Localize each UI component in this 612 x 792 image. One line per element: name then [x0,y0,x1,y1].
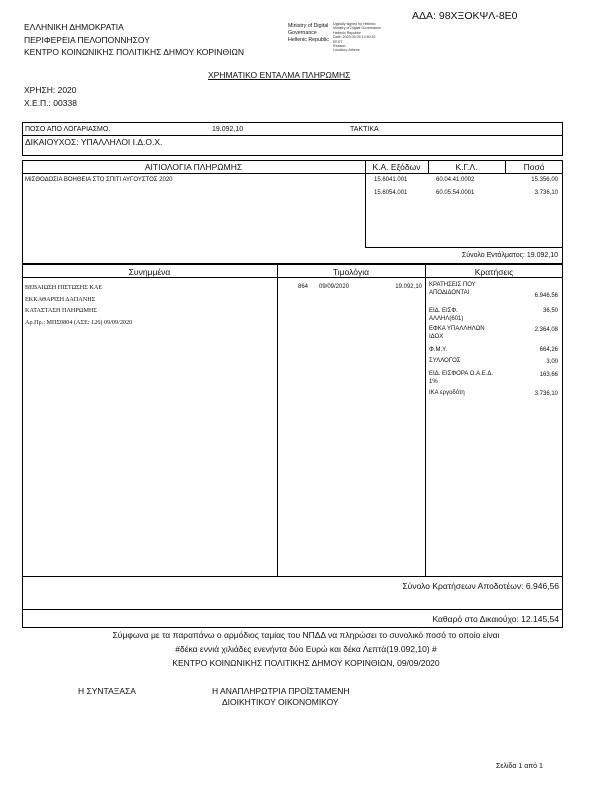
deduction-label [429,370,493,386]
deduction-label [429,281,476,297]
header-kgl: Κ.Γ.Λ. [455,162,478,172]
ada-code: ΑΔΑ: 98ΧΞΟΚΨΛ-8Ε0 [412,10,518,22]
deduction-label-line: ΕΙΔ. ΕΙΣΦ. [429,308,458,314]
fiscal-year: ΧΡΗΣΗ: 2020 [24,85,77,95]
footer-place-date: ΚΕΝΤΡΟ ΚΟΙΝΩΝΙΚΗΣ ΠΟΛΙΤΙΚΗΣ ΔΗΜΟΥ ΚΟΡΙΝΘΙΩΝ, 09/09/2020 [172,658,440,668]
lower-body-divider [22,576,563,577]
total-deductions: Σύνολο Κρατήσεων Αποδοτέων: 6.946,56 [402,581,559,591]
payment-table [22,160,563,264]
header-line-1: ΕΛΛΗΝΙΚΗ ΔΗΜΟΚΡΑΤΙΑ [24,22,124,32]
deduction-label-line: ΑΠΟΔΙΔΟΝΤΑΙ [429,290,470,296]
page-number: Σελίδα 1 από 1 [496,763,543,770]
deduction-label-line: ΙΔΟΧ [429,334,444,340]
attachment-item: ΚΑΤΑΣΤΑΣΗ ΠΛΗΡΩΜΗΣ [25,307,98,314]
seal-detail-line: Date: 2020.09.09 14:50:52 [333,35,376,40]
footer-amount-words: #δέκα εννιά χιλιάδες ενενήντα δύο Ευρώ και δέκα Λεπτά(19.092,10) # [175,644,437,654]
seal-title-line: Hellenic Republic [288,37,329,43]
ka-code: 15.6054.001 [374,190,408,196]
attachment-item: Αρ.Πρ.: ΜΠΣ0804 (ΑΣΕ: 126) 09/09/2020 [25,318,133,326]
deduction-label: ΣΥΛΛΟΓΟΣ [429,358,461,364]
payment-total: Σύνολο Εντάλματος: 19.092,10 [461,252,558,259]
invoice-date: 09/09/2020 [319,284,350,290]
row-amount: 3.736,10 [534,190,558,196]
seal-detail-line: Reason: [333,44,347,49]
document-title: ΧΡΗΜΑΤΙΚΟ ΕΝΤΑΛΜΑ ΠΛΗΡΩΜΗΣ [208,70,351,80]
amount-label: ΠΟΣΟ ΑΠΟ ΛΟΓΑΡΙΑΣΜΟ. [25,126,111,133]
deduction-amount: 2.364,08 [534,327,558,333]
payment-type: ΤΑΚΤΙΚΑ [350,126,379,133]
deduction-label-line: ΕΦΚΑ ΥΠΑΛΛΗΛΩΝ [429,326,485,332]
summary-divider [22,135,563,136]
deduction-amount: 163,66 [539,372,558,378]
col-divider [277,264,278,576]
seal-detail-line: Hellenic Republic [333,30,361,35]
row-amount: 15.356,00 [531,177,558,183]
kep-number: Χ.Ε.Π.: 00338 [24,98,77,108]
kgl-code: 60.05.54.0001 [436,190,475,196]
net-divider [22,609,563,610]
header-ka: Κ.Α. Εξόδων [372,162,421,172]
header-attachments: Συνημμένα [128,267,171,277]
deduction-label: ΙΚΑ εργοδότη [429,390,465,396]
ka-code: 15.6041.001 [374,177,408,183]
deduction-amount: 36,50 [542,308,558,314]
deduction-label-line: ΕΙΔ. ΕΙΣΦΟΡΑ Ο.Α.Ε.Δ. [429,371,494,377]
seal-title-line: Governance [288,30,317,36]
col-divider [425,264,426,576]
deduction-label [429,307,463,323]
deduction-label-line: ΑΛΛΗΛ(601) [429,316,464,322]
signature-composer: Η ΣΥΝΤΑΞΑΣΑ [78,686,136,696]
amount-value: 19.092,10 [212,126,244,133]
header-reason: ΑΙΤΙΟΛΟΓΙΑ ΠΛΗΡΩΜΗΣ [144,162,243,172]
payment-header-divider [22,173,563,174]
col-divider [365,160,366,247]
signature-head-dept: ΔΙΟΙΚΗΤΙΚΟΥ ΟΙΚΟΝΟΜΙΚΟΥ [222,697,339,707]
lower-header-divider [22,277,563,278]
header-deductions: Κρατήσεις [474,267,514,277]
header-line-2: ΠΕΡΙΦΕΡΕΙΑ ΠΕΛΟΠΟΝΝΗΣΟΥ [24,35,150,45]
deduction-amount: 3.736,10 [534,391,558,397]
deduction-amount: 3,00 [546,359,558,365]
deduction-amount: 664,26 [539,347,558,353]
beneficiary: ΔΙΚΑΙΟΥΧΟΣ: ΥΠΑΛΛΗΛΟΙ Ι.Δ.Ο.Χ. [25,137,163,147]
attachment-item: ΒΕΒΑΙΩΣΗ ΠΙΣΤΩΣΗΣ ΚΑΕ [25,284,103,291]
header-amount: Ποσό [523,162,545,172]
attachments-list [25,282,132,328]
invoice-number: 864 [298,284,309,290]
seal-details [333,22,405,53]
deduction-amount: 6.946,56 [534,293,558,299]
kgl-code: 60.04.41.0002 [436,177,475,183]
footer-text-1: Σύμφωνα με τα παραπάνω ο αρμόδιος ταμίας του ΝΠΔΔ να πληρώσει το συνολικό ποσό το οποίο είναι [112,630,500,640]
invoice-amount: 19.092,10 [395,284,422,290]
deduction-label: Φ.Μ.Υ. [429,347,448,353]
seal-detail-line: EEST [333,39,343,44]
seal-detail-line: Digitally signed by Hellenic [333,22,376,26]
deduction-label [429,325,485,341]
attachment-item: ΕΚΚΑΘΑΡΙΣΗ ΔΑΠΑΝΗΣ [25,295,96,303]
deduction-label-line: 1% [429,379,438,385]
seal-detail-line: Ministry of Digital Governance [333,26,381,31]
header-line-3: ΚΕΝΤΡΟ ΚΟΙΝΩΝΙΚΗΣ ΠΟΛΙΤΙΚΗΣ ΔΗΜΟΥ ΚΟΡΙΝΘΙΩΝ [24,47,245,57]
header-invoices: Τιμολόγια [332,267,370,277]
payment-reason: ΜΙΣΘΟΔΟΣΙΑ ΒΟΗΘΕΙΑ ΣΤΟ ΣΠΙΤΙ ΑΥΓΟΥΣΤΟΣ 2020 [25,177,173,183]
signature-head-title: Η ΑΝΑΠΛΗΡΩΤΡΙΑ ΠΡΟΪΣΤΑΜΕΝΗ [212,686,350,696]
seal-detail-line: Location: Athens [333,48,360,53]
seal-title-line: Ministry of Digital [288,23,329,29]
deduction-label-line: ΚΡΑΤΗΣΕΙΣ ΠΟΥ [429,282,476,288]
net-amount: Καθαρό στο Δικαιούχο: 12.145,54 [432,614,559,624]
seal-title [288,23,329,44]
payment-total-divider [365,247,563,248]
